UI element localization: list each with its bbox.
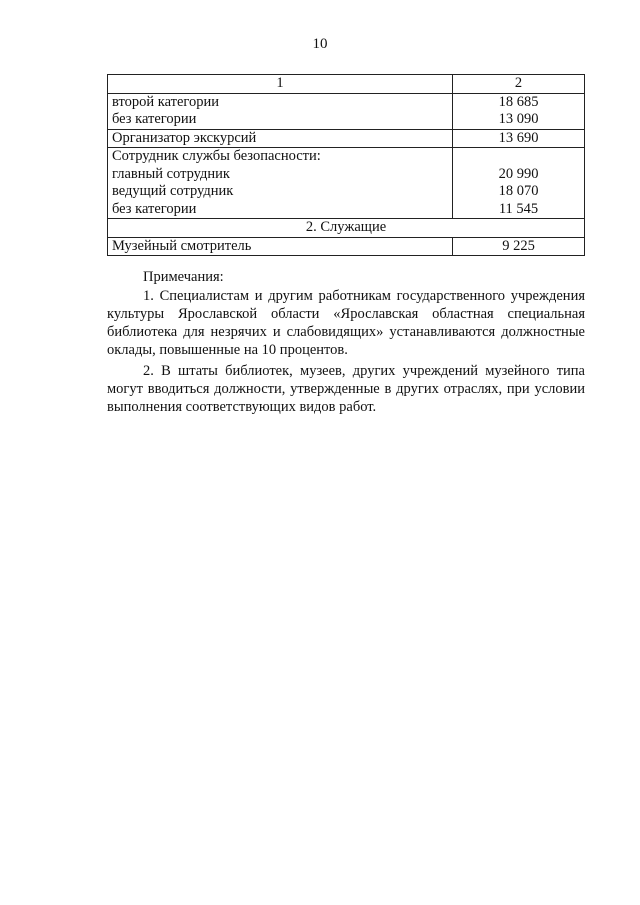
salary-cell bbox=[453, 148, 585, 219]
position-label: Музейный смотритель bbox=[112, 237, 252, 254]
table-row bbox=[108, 93, 585, 129]
notes-section bbox=[107, 268, 585, 419]
column-header-2: 2 bbox=[453, 75, 585, 94]
salary-value: 18 685 bbox=[498, 93, 539, 110]
position-cell bbox=[108, 93, 453, 129]
salary-cell bbox=[453, 93, 585, 129]
position-cell bbox=[108, 148, 453, 219]
position-label: без категории bbox=[112, 200, 197, 217]
table-header-row bbox=[108, 75, 585, 94]
position-cell bbox=[108, 237, 453, 256]
salary-cell bbox=[453, 237, 585, 256]
position-label: Сотрудник службы безопасности: bbox=[112, 148, 321, 164]
salary-value bbox=[457, 148, 580, 166]
note-paragraph: 2. В штаты библиотек, музеев, других учреждений музейного типа могут вводиться должности, утвержденные в других отраслях, при условии выполнения соответствующих видов работ. bbox=[107, 363, 585, 415]
salary-table bbox=[107, 74, 585, 256]
salary-value: 13 090 bbox=[498, 111, 539, 127]
table-row bbox=[108, 237, 585, 256]
position-label: главный сотрудник bbox=[112, 165, 230, 182]
position-label: ведущий сотрудник bbox=[112, 183, 234, 199]
notes-heading: Примечания: bbox=[143, 269, 224, 285]
section-title: 2. Служащие bbox=[108, 219, 585, 238]
position-cell bbox=[108, 129, 453, 148]
position-label: без категории bbox=[112, 111, 197, 127]
salary-value: 18 070 bbox=[498, 183, 539, 199]
column-header-1: 1 bbox=[108, 75, 453, 94]
section-row bbox=[108, 219, 585, 238]
table-row bbox=[108, 148, 585, 219]
position-label: второй категории bbox=[112, 93, 220, 110]
salary-value: 11 545 bbox=[498, 200, 539, 217]
salary-cell bbox=[453, 129, 585, 148]
table-row bbox=[108, 129, 585, 148]
position-label: Организатор экскурсий bbox=[112, 129, 257, 146]
salary-value: 20 990 bbox=[498, 165, 539, 182]
note-paragraph: 1. Специалистам и другим работникам государственного учреждения культуры Ярославской области «Ярославская областная специальная библиотека для незрячих и слабовидящих» устанавливаются должностные оклады, повышенные на 10 процентов. bbox=[107, 288, 585, 358]
salary-value: 9 225 bbox=[502, 237, 535, 254]
page-number: 10 bbox=[312, 36, 328, 52]
salary-value: 13 690 bbox=[498, 129, 539, 146]
